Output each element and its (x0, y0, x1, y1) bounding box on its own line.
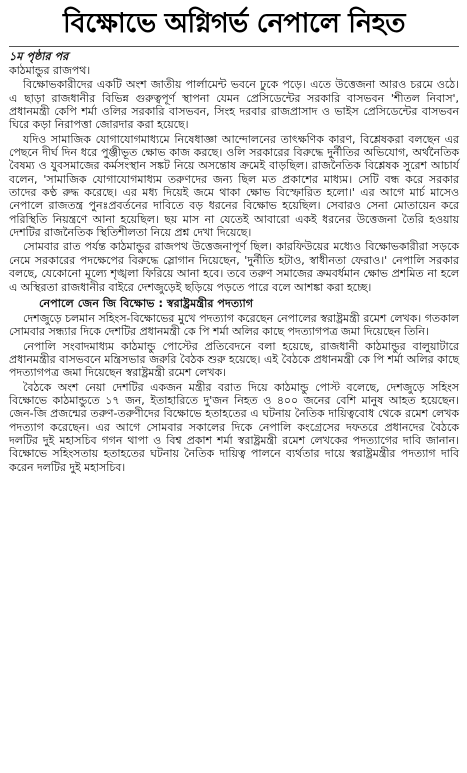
article-paragraph: কাঠমান্ডুর রাজপথ। (9, 64, 91, 77)
newspaper-clipping (0, 6, 467, 773)
headline: বিক্ষোভে অগ্নিগর্ভ নেপালে নিহত (62, 8, 406, 39)
sub-article-paragraph: দেশজুড়ে চলমান সহিংস-বিক্ষোভের মুখে পদত্যাগ করেছেন নেপালের স্বরাষ্ট্রমন্ত্রী রমেশ লেখক। গতকাল সোমবার সন্ধ্যার দিকে দেশটির প্রধানমন্ত্রী কে পি শর্মা অলির কাছে পদত্যাগপত্র জমা দিয়েছেন তিনি। (9, 311, 459, 339)
sub-article-paragraph: নেপালি সংবাদমাধ্যম কাঠমান্ডু পোস্টের প্রতিবেদনে বলা হয়েছে, রাজধানী কাঠমান্ডুর বালুয়াটারে প্রধানমন্ত্রীর বাসভবনে মন্ত্রিসভার জরুরি বৈঠক শুরু হয়েছে। এই বৈঠকে প্রধানমন্ত্রী কে পি শর্মা অলির কাছে পদত্যাগপত্র জমা দিয়েছেন স্বরাষ্ট্রমন্ত্রী রমেশ লেখক। (9, 339, 459, 380)
continued-from-label (9, 50, 459, 64)
sub-article-paragraph: বৈঠকে অংশ নেয়া দেশটির একজন মন্ত্রীর বরাত দিয়ে কাঠমান্ডু পোস্ট বলেছে, দেশজুড়ে সহিংস বিক্ষোভে কাঠমান্ডুতে ১৭ জন, ইতাহারিতে দু'জন নিহত ও ৪০০ জনের বেশি মানুষ আহত হয়েছেন। জেন-জি প্রজন্মের তরুণ-তরুণীদের বিক্ষোভে হতাহতের এ ঘটনায় নৈতিক দায়িত্ববোধ থেকে রমেশ লেখক পদত্যাগ করেছেন। এর আগে সোমবার সকালের দিকে নেপালি কংগ্রেসের দফতরে প্রধানদের বৈঠকে দলটির দুই মহাসচিব গগন থাপা ও বিশ্ব প্রকাশ শর্মা স্বরাষ্ট্রমন্ত্রী রমেশ লেখকের পদত্যাগের দাবি জানান। বিক্ষোভে সহিংসতায় হতাহতের ঘটনায় নৈতিক দায়িত্ব পালনে ব্যর্থতার দায়ে স্বরাষ্ট্রমন্ত্রীর পদত্যাগ দাবি করেন দলটির দুই মহাসচিব। (9, 380, 459, 474)
article-body (9, 64, 459, 474)
continued-from-text: ১ম পৃষ্ঠার পর (9, 50, 69, 63)
article-paragraph: সোমবার রাত পর্যন্ত কাঠমান্ডুর রাজপথ উত্তেজনাপূর্ণ ছিল। কারফিউয়ের মধ্যেও বিক্ষোভকারীরা সড়কে নেমে সরকারের পদক্ষেপের বিরুদ্ধে স্লোগান দিয়েছেন, 'দুর্নীতি হটাও, স্বাধীনতা ফেরাও।' নেপালি সরকার বলছে, যেকোনো মূল্যে শৃঙ্খলা ফিরিয়ে আনা হবে। তবে তরুণ সমাজের ক্রমবর্ধমান ক্ষোভ প্রশমিত না হলে এ অস্থিরতা রাজধানীর বাইরে দেশজুড়েই ছড়িয়ে পড়তে পারে বলে আশঙ্কা করা হচ্ছে। (9, 240, 459, 294)
subheading: নেপালে জেন জি বিক্ষোভ : স্বরাষ্ট্রমন্ত্রীর পদত্যাগ (39, 296, 254, 310)
article-paragraph: যদিও সামাজিক যোগাযোগমাধ্যমে নিষেধাজ্ঞা আন্দোলনের তাৎক্ষণিক কারণ, বিশ্লেষকরা বলছেন এর পেছনে দীর্ঘ দিন ধরে পুঞ্জীভূত ক্ষোভ কাজ করছে। ওলি সরকারের বিরুদ্ধে দুর্নীতির অভিযোগ, অর্থনৈতিক বৈষম্য ও যুবসমাজের কর্মসংস্থান সঙ্কট নিয়ে অসন্তোষ ক্রমেই বাড়ছিল। রাজনৈতিক বিশ্লেষক সুরেশ আচার্য বলেন, 'সামাজিক যোগাযোগমাধ্যম তরুণদের জন্য ছিল মত প্রকাশের মাধ্যম। সেটি বন্ধ করে সরকার তাদের কণ্ঠ রুদ্ধ করেছে। এর মধ্য দিয়েই জমে থাকা ক্ষোভ বিস্ফোরিত হলো।' এর আগে মার্চ মাসেও নেপালে রাজতন্ত্র পুনঃপ্রবর্তনের দাবিতে বড় ধরনের বিক্ষোভ হয়েছিল। সেবারও সেনা মোতায়েন করে পরিস্থিতি নিয়ন্ত্রণে আনা হয়েছিল। ছয় মাস না যেতেই আবারো একই ধরনের উত্তেজনা তৈরি হওয়ায় দেশটির রাজনৈতিক স্থিতিশীলতা নিয়ে প্রশ্ন দেখা দিয়েছে। (9, 132, 459, 240)
headline-divider (9, 46, 459, 47)
article-paragraph: বিক্ষোভকারীদের একটি অংশ জাতীয় পার্লামেন্ট ভবনে ঢুকে পড়ে। এতে উত্তেজনা আরও চরমে ওঠে। এ ছাড়া রাজধানীর বিভিন্ন গুরুত্বপূর্ণ স্থাপনা যেমন প্রেসিডেন্টের সরকারি বাসভবন 'শীতল নিবাস', প্রধানমন্ত্রী কেপি শর্মা ওলির সরকারি বাসভবন, সিংহ দরবার রাজপ্রাসাদ ও ভাইস প্রেসিডেন্টের বাসভবন ঘিরে কড়া নিরাপত্তা জোরদার করা হয়েছে। (9, 78, 459, 132)
